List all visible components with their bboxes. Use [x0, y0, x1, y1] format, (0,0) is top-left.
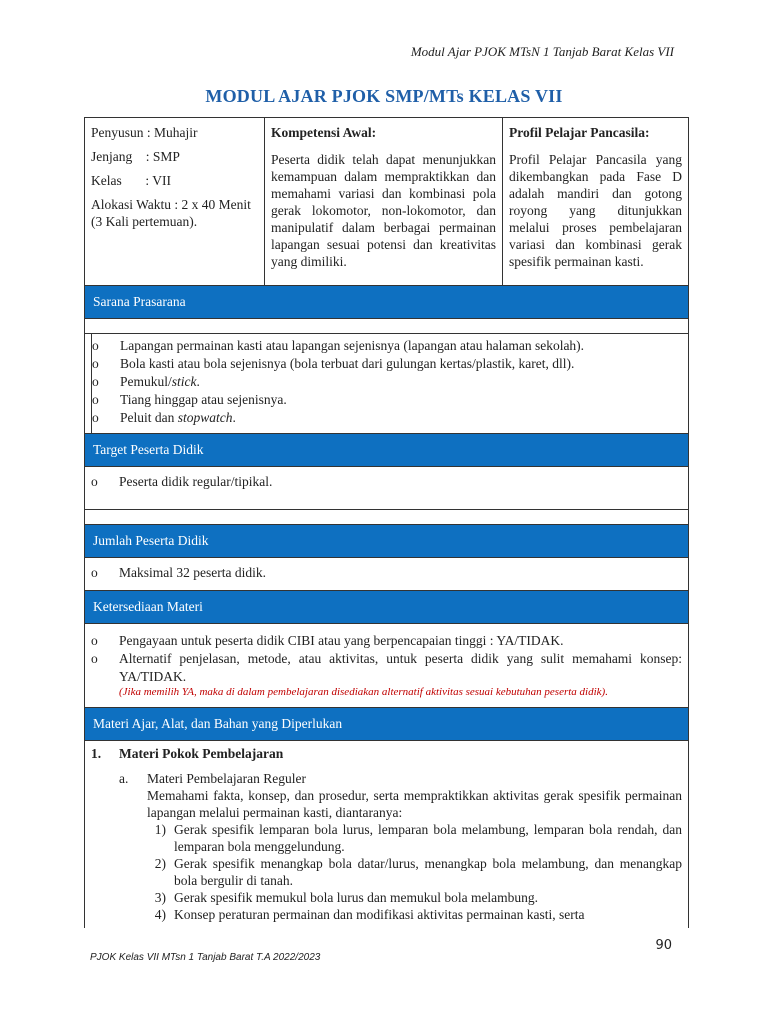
info-row: [85, 118, 688, 286]
materi-section: [85, 741, 688, 927]
jenjang-line: Jenjang : SMP: [91, 149, 180, 164]
kompetensi-text: Peserta didik telah dapat menunjukkan kemampuan dalam mempraktikkan dan memahami variasi dan kombinasi pola gerak lokomotor, non-lokomotor, dan manipulatif dalam berbagai permainan lapangan sesuai potensi dan kreativitas yang dimiliki.: [271, 152, 496, 269]
ketersediaan-list: [85, 624, 688, 707]
list-item: o Alternatif penjelasan, metode, atau aktivitas, untuk peserta didik yang sulit memahami konsep: YA/TIDAK.: [91, 651, 682, 684]
target-list: [85, 467, 688, 509]
profil-text: Profil Pelajar Pancasila yang dikembangkan pada Fase D adalah mandiri dan gotong royong yang ditunjukkan melalui proses pembelajaran variasi dan kombinasi gerak spesifik permainan kasti.: [509, 152, 682, 269]
ketersediaan-heading: Ketersediaan Materi: [85, 591, 688, 624]
module-table: [84, 117, 689, 928]
target-section: [85, 467, 688, 510]
list-item: o Pemukul/stick.: [92, 374, 200, 389]
page-number: 90: [655, 938, 672, 953]
sarana-list: [91, 334, 688, 433]
page-footer: PJOK Kelas VII MTsn 1 Tanjab Barat T.A 2022/2023: [90, 952, 321, 963]
list-item: 1) Gerak spesifik lemparan bola lurus, lemparan bola melambung, lemparan bola rendah, dan lemparan bola menggelundung.: [154, 822, 682, 854]
kompetensi-cell: [265, 118, 503, 285]
materi-intro: Memahami fakta, konsep, dan prosedur, serta mempraktikkan aktivitas gerak spesifik permainan lapangan melalui permainan kasti, diantaranya:: [147, 788, 682, 820]
materi-heading: Materi Ajar, Alat, dan Bahan yang Diperlukan: [85, 708, 688, 741]
list-item: o Maksimal 32 peserta didik.: [91, 565, 266, 580]
note-item: (Jika memilih YA, maka di dalam pembelajaran disediakan alternatif aktivitas sesuai kebutuhan peserta didik).: [119, 686, 608, 698]
list-item: o Peserta didik regular/tipikal.: [91, 474, 273, 489]
penyusun-line: Penyusun : Muhajir: [91, 125, 198, 140]
list-item: 2) Gerak spesifik menangkap bola datar/lurus, menangkap bola melambung, dan menangkap bola bergulir di tanah.: [154, 856, 682, 888]
sarana-section: [85, 334, 688, 434]
materi-reguler-heading: a. Materi Pembelajaran Reguler: [119, 771, 306, 786]
list-item: o Lapangan permainan kasti atau lapangan sejenisnya (lapangan atau halaman sekolah).: [92, 338, 585, 353]
spacer: [85, 510, 688, 524]
spacer-row: [85, 319, 688, 334]
jumlah-section: [85, 558, 688, 591]
running-header: Modul Ajar PJOK MTsN 1 Tanjab Barat Kelas VII: [410, 44, 674, 59]
target-heading: Target Peserta Didik: [85, 434, 688, 467]
document-title: MODUL AJAR PJOK SMP/MTs KELAS VII: [205, 86, 563, 106]
ketersediaan-section: [85, 624, 688, 708]
kompetensi-heading: Kompetensi Awal:: [271, 125, 377, 140]
profil-heading: Profil Pelajar Pancasila:: [509, 125, 650, 140]
list-item: o Bola kasti atau bola sejenisnya (bola terbuat dari gulungan kertas/plastik, karet, dll).: [92, 356, 575, 371]
kelas-line: Kelas : VII: [91, 173, 171, 188]
list-item: 3) Gerak spesifik memukul bola lurus dan memukul bola melambung.: [154, 890, 539, 905]
jumlah-list: [85, 558, 688, 590]
jumlah-heading: Jumlah Peserta Didik: [85, 524, 688, 558]
list-item: o Peluit dan stopwatch.: [92, 410, 236, 425]
materi-pokok-heading: 1. Materi Pokok Pembelajaran: [91, 746, 284, 761]
sarana-heading: Sarana Prasarana: [85, 286, 688, 319]
alokasi-line: Alokasi Waktu : 2 x 40 Menit (3 Kali pertemuan).: [91, 197, 251, 229]
identity-cell: [85, 118, 265, 285]
list-item: 4) Konsep peraturan permainan dan modifikasi aktivitas permainan kasti, serta: [154, 907, 585, 922]
list-item: o Tiang hinggap atau sejenisnya.: [92, 392, 287, 407]
profil-cell: [503, 118, 688, 285]
list-item: o Pengayaan untuk peserta didik CIBI atau yang berpencapaian tinggi : YA/TIDAK.: [91, 633, 564, 648]
